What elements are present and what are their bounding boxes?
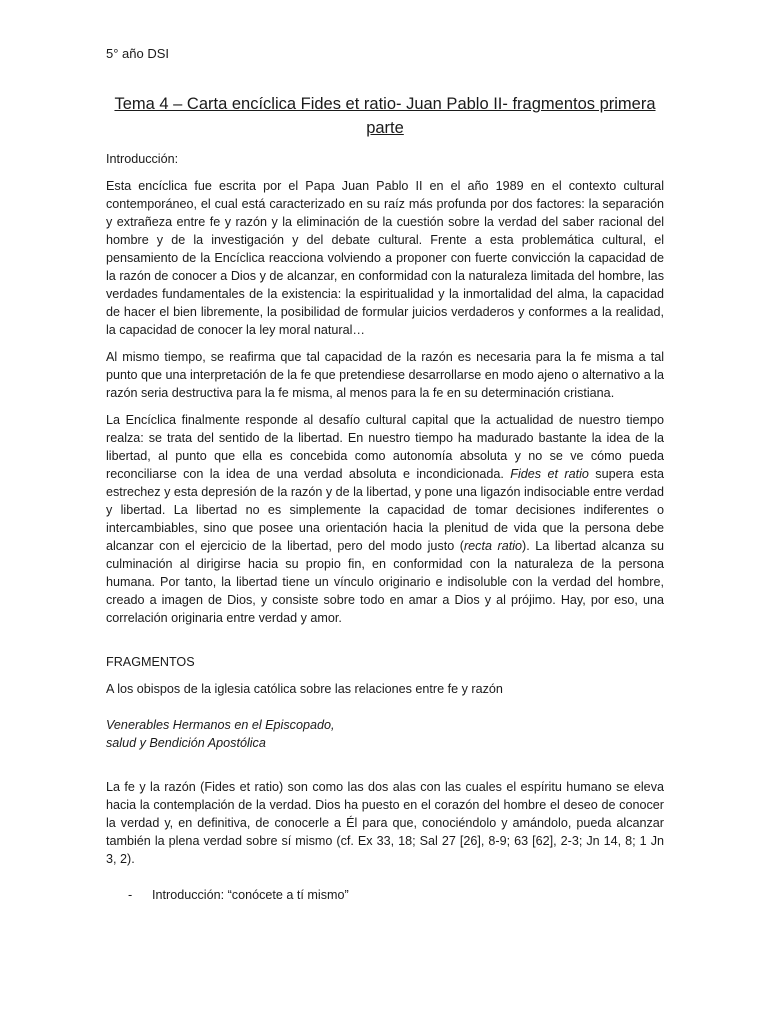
bullet-item <box>106 886 664 904</box>
fragmentos-paragraph-1: La fe y la razón (Fides et ratio) son como las dos alas con las cuales el espíritu humano se eleva hacia la contemplación de la verdad. Dios ha puesto en el corazón del hombre el deseo de conocer la verdad y, en definitiva, de conocerle a Él para que, conociéndolo y amándolo, pueda alcanzar también la plena verdad sobre sí mismo (cf. Ex 33, 18; Sal 27 [26], 8-9; 63 [62], 2-3; Jn 14, 8; 1 Jn 3, 2). <box>106 780 664 866</box>
greeting-line-2: salud y Bendición Apostólica <box>106 736 266 750</box>
fragmentos-heading: FRAGMENTOS <box>106 655 195 669</box>
p3-italic-fides: Fides et ratio <box>510 467 589 481</box>
p3-text-a: La Encíclica finalmente responde al desafío cultural capital que la actualidad de nuestro tiempo realza: se trata del sentido de la libertad. En nuestro tiempo ha madurado bastante la idea de la libertad, al punto que ella es concebida como autonomía absoluta y no se ve cómo pueda reconciliarse con la idea de una verdad absoluta e incondicionada. <box>106 413 664 481</box>
bullet-dash: - <box>128 888 133 902</box>
intro-paragraph-2: Al mismo tiempo, se reafirma que tal capacidad de la razón es necesaria para la fe misma a tal punto que una interpretación de la fe que pretendiese desarrollarse en modo ajeno o alternativo a la razón seria destructiva para la fe misma, al menos para la fe en su determinación cristiana. <box>106 350 665 400</box>
intro-paragraph-3 <box>106 411 664 627</box>
fragmentos-subtitle: A los obispos de la iglesia católica sobre las relaciones entre fe y razón <box>106 682 503 696</box>
intro-heading: Introducción: <box>106 152 179 166</box>
p3-text-c: ). La libertad alcanza su culminación al dirigirse hacia su propio fin, en conformidad con la naturaleza de la persona humana. Por tanto, la libertad tiene un vínculo originario e indisoluble con la verdad del hombre, creado a imagen de Dios, y consiste sobre todo en amar a Dios y al prójimo. Hay, por eso, una correlación originaria entre verdad y amor. <box>106 539 664 625</box>
document-body <box>106 150 664 904</box>
p3-italic-recta: recta ratio <box>463 539 523 553</box>
greeting-line-1: Venerables Hermanos en el Episcopado, <box>106 718 335 732</box>
intro-paragraph-1: Esta encíclica fue escrita por el Papa Juan Pablo II en el año 1989 en el contexto cultural contemporáneo, el cual está caracterizado en su raíz más profunda por dos factores: la separación y extrañeza entre fe y razón y la eliminación de la cuestión sobre la verdad del saber racional del hombre y de la investigación y del debate cultural. Frente a esta problemática cultural, el pensamiento de la Encíclica reacciona volviendo a proponer con fuerte convicción la capacidad de la razón de conocer a Dios y de alcanzar, en conformidad con la naturaleza limitada del hombre, las verdades fundamentales de la existencia: la espiritualidad y la inmortalidad del alma, la capacidad de hacer el bien libremente, la posibilidad de formular juicios verdaderos y conformes a la realidad, la capacidad de conocer la ley moral natural… <box>106 179 664 337</box>
course-header: 5° año DSI <box>106 46 170 61</box>
document-title: Tema 4 – Carta encíclica Fides et ratio- Juan Pablo II- fragmentos primera parte <box>114 95 656 137</box>
p3-text-b: supera esta estrechez y esta depresión de la razón y de la libertad, y pone una ligazón indisociable entre verdad y libertad. La libertad no es simplemente la capacidad de tomar decisiones indiferentes o intercambiables, sino que posee una orientación hacia la plenitud de vida que la persona debe alcanzar con el ejercicio de la libertad, pero del modo justo ( <box>106 467 665 553</box>
bullet-text: Introducción: “conócete a tí mismo” <box>152 888 349 902</box>
greeting <box>106 716 664 752</box>
section-gap <box>106 627 664 653</box>
